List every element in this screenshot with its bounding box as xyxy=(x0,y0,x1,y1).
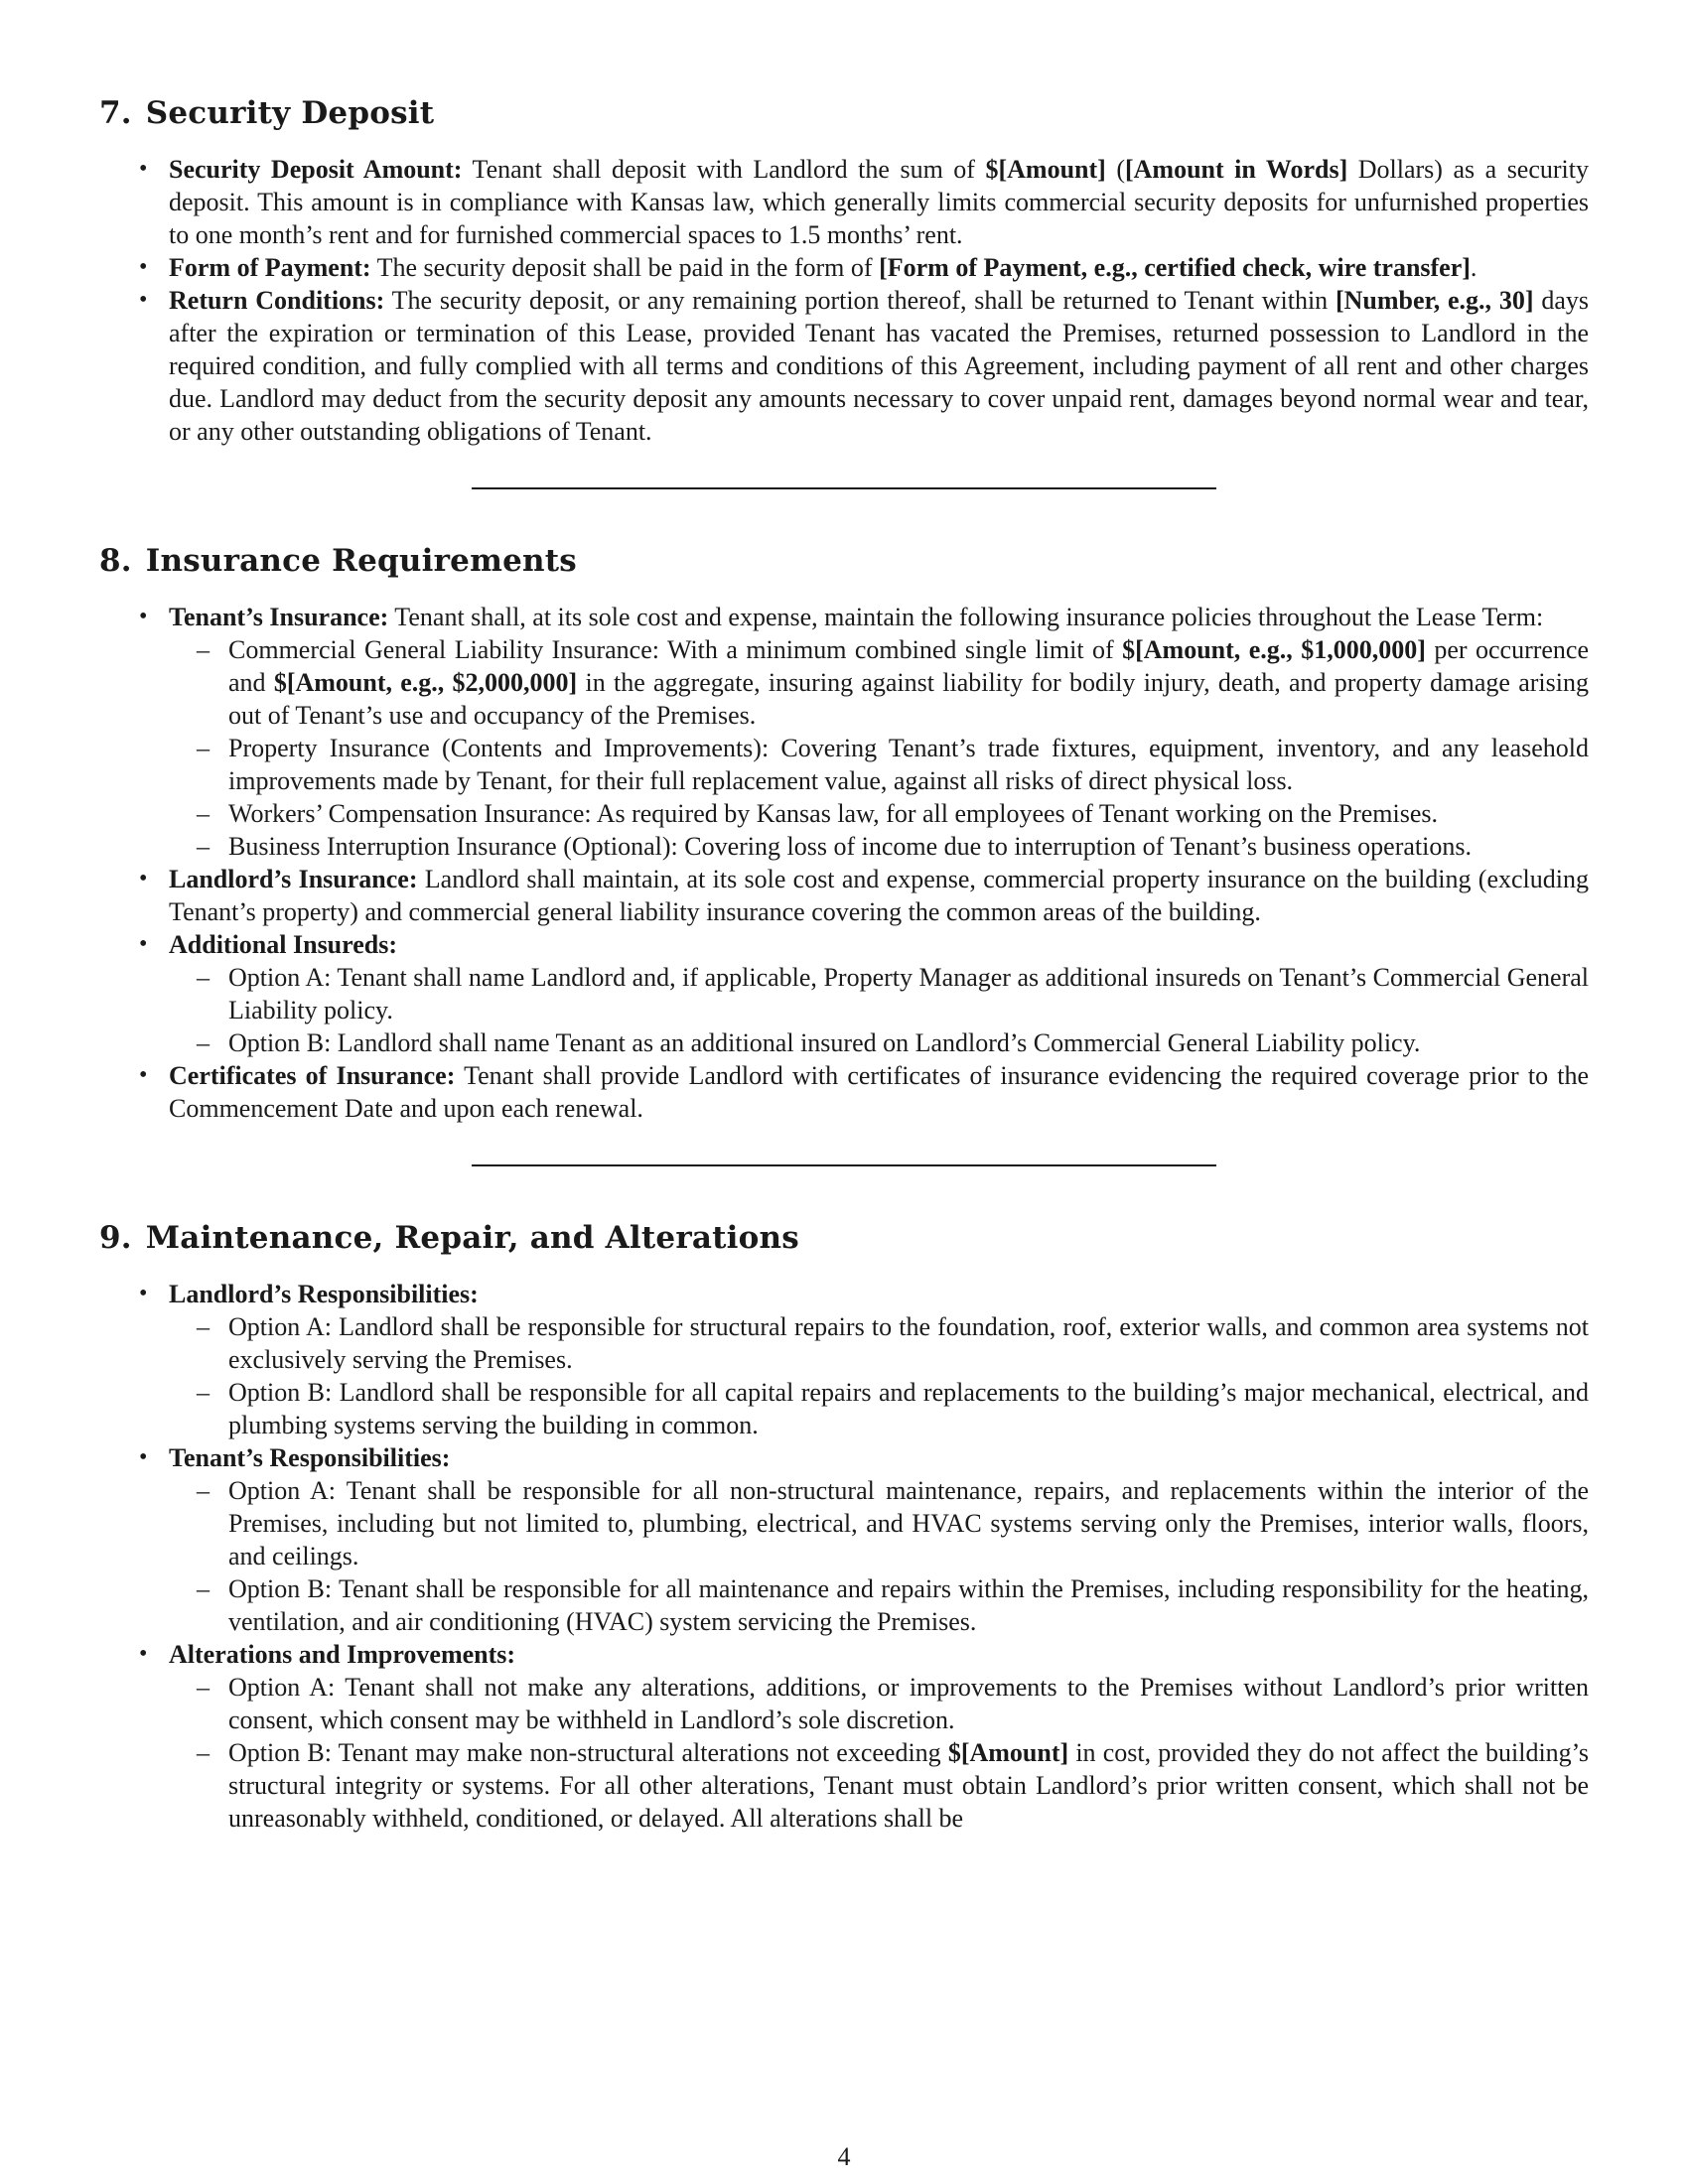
item-text: Tenant shall deposit with Landlord the sum of xyxy=(462,155,986,184)
item-text: Commercial General Liability Insurance: With a minimum combined single limit of xyxy=(228,635,1123,664)
section-number: 8. xyxy=(99,543,132,579)
section-heading xyxy=(99,1216,1589,1260)
sub-list-item xyxy=(169,797,1589,830)
item-text: Business Interruption Insurance (Optional): Covering loss of income due to interruption of Tenant’s business operations. xyxy=(228,832,1472,861)
list-item xyxy=(99,251,1589,284)
placeholder-field: $[Amount, e.g., $1,000,000] xyxy=(1122,635,1426,664)
item-label: Form of Payment: xyxy=(169,253,371,282)
item-label: Tenant’s Insurance: xyxy=(169,603,389,631)
item-text: Option B: Landlord shall be responsible for all capital repairs and replacements to the building’s major mechanical, electrical, and plumbing systems serving the building in common. xyxy=(228,1378,1589,1439)
placeholder-field: $[Amount] xyxy=(947,1738,1069,1767)
placeholder-field: $[Amount] xyxy=(985,155,1106,184)
item-text: Dollars) as a security deposit. This amount is in compliance with Kansas law, which generally limits commercial security deposits for unfurnished properties to one month’s rent and for furnished commercial spaces to 1.5 months’ rent. xyxy=(169,155,1589,249)
item-text: . xyxy=(1470,253,1477,282)
sub-list-item xyxy=(169,830,1589,863)
item-text: The security deposit, or any remaining portion thereof, shall be returned to Tenant within xyxy=(384,286,1336,315)
item-text: Option A: Tenant shall not make any alterations, additions, or improvements to the Premises without Landlord’s prior written consent, which consent may be withheld in Landlord’s sole discretion. xyxy=(228,1673,1589,1734)
sub-list-item xyxy=(169,1376,1589,1441)
item-text: Option B: Tenant shall be responsible for all maintenance and repairs within the Premises, including responsibility for the heating, ventilation, and air conditioning (HVAC) system servicing the Premises. xyxy=(228,1574,1589,1636)
list-item xyxy=(99,1638,1589,1835)
list-item xyxy=(99,928,1589,1059)
section-title: Maintenance, Repair, and Alterations xyxy=(145,1220,799,1256)
placeholder-field: [Form of Payment, e.g., certified check, wire transfer] xyxy=(879,253,1471,282)
section-maintenance-repair-alterations xyxy=(99,1216,1589,1835)
sub-list-item xyxy=(169,1572,1589,1638)
sub-list-item xyxy=(169,633,1589,732)
item-label: Alterations and Improvements: xyxy=(169,1640,516,1669)
item-label: Tenant’s Responsibilities: xyxy=(169,1443,451,1472)
section-title: Security Deposit xyxy=(145,95,435,131)
item-text: Option B: Landlord shall name Tenant as an additional insured on Landlord’s Commercial General Liability policy. xyxy=(228,1028,1421,1057)
section-heading xyxy=(99,539,1589,583)
item-label: Landlord’s Insurance: xyxy=(169,865,418,893)
sub-list-item xyxy=(169,1671,1589,1736)
section-insurance-requirements xyxy=(99,539,1589,1125)
section-number: 9. xyxy=(99,1220,132,1256)
list-item xyxy=(99,863,1589,928)
page-content xyxy=(99,91,1589,1835)
item-label: Landlord’s Responsibilities: xyxy=(169,1280,479,1308)
item-text: Option B: Tenant may make non-structural alterations not exceeding xyxy=(228,1738,948,1767)
item-text: Option A: Tenant shall name Landlord and, if applicable, Property Manager as additional insureds on Tenant’s Commercial General Liability policy. xyxy=(228,963,1589,1024)
sub-list xyxy=(169,961,1589,1059)
item-text: Tenant shall, at its sole cost and expense, maintain the following insurance policies throughout the Lease Term: xyxy=(388,603,1544,631)
sub-list-item xyxy=(169,1026,1589,1059)
item-text: The security deposit shall be paid in the form of xyxy=(370,253,880,282)
item-text: Option A: Landlord shall be responsible for structural repairs to the foundation, roof, exterior walls, and common area systems not exclusively serving the Premises. xyxy=(228,1312,1589,1374)
list-item xyxy=(99,1059,1589,1125)
page-number: 4 xyxy=(837,2142,851,2171)
section-divider xyxy=(472,1164,1216,1166)
list-item xyxy=(99,1278,1589,1441)
bullet-list xyxy=(99,601,1589,1125)
item-label: Certificates of Insurance: xyxy=(169,1061,456,1090)
sub-list xyxy=(169,633,1589,863)
item-label: Additional Insureds: xyxy=(169,930,397,959)
section-title: Insurance Requirements xyxy=(145,543,577,579)
item-text: in the aggregate, insuring against liability for bodily injury, death, and property damage arising out of Tenant’s use and occupancy of the Premises. xyxy=(228,668,1589,730)
item-text: per occurrence and xyxy=(228,635,1590,697)
item-text: Property Insurance (Contents and Improvements): Covering Tenant’s trade fixtures, equipment, inventory, and any leasehold improvements made by Tenant, for their full replacement value, against all risks of direct physical loss. xyxy=(228,734,1589,795)
list-item xyxy=(99,601,1589,863)
sub-list-item xyxy=(169,732,1589,797)
item-label: Return Conditions: xyxy=(169,286,385,315)
bullet-list xyxy=(99,153,1589,448)
placeholder-field: [Amount in Words] xyxy=(1125,155,1348,184)
sub-list-item xyxy=(169,1474,1589,1572)
section-security-deposit xyxy=(99,91,1589,448)
list-item xyxy=(99,1441,1589,1638)
item-text: Tenant shall provide Landlord with certificates of insurance evidencing the required coverage prior to the Commencement Date and upon each renewal. xyxy=(169,1061,1589,1123)
item-text: ( xyxy=(1105,155,1125,184)
sub-list-item xyxy=(169,961,1589,1026)
bullet-list xyxy=(99,1278,1589,1835)
section-number: 7. xyxy=(99,95,132,131)
list-item xyxy=(99,284,1589,448)
section-divider xyxy=(472,487,1216,489)
placeholder-field: [Number, e.g., 30] xyxy=(1336,286,1534,315)
sub-list xyxy=(169,1671,1589,1835)
item-text: in cost, provided they do not affect the building’s structural integrity or systems. For all other alterations, Tenant must obtain Landlord’s prior written consent, which shall not be unreasonably withheld, conditioned, or delayed. All alterations shall be xyxy=(228,1738,1590,1833)
item-text: Landlord shall maintain, at its sole cost and expense, commercial property insurance on the building (excluding Tenant’s property) and commercial general liability insurance covering the common areas of the building. xyxy=(169,865,1589,926)
item-text: Workers’ Compensation Insurance: As required by Kansas law, for all employees of Tenant working on the Premises. xyxy=(228,799,1439,828)
item-text: Option A: Tenant shall be responsible for all non-structural maintenance, repairs, and replacements within the interior of the Premises, including but not limited to, plumbing, electrical, and HVAC systems serving only the Premises, interior walls, floors, and ceilings. xyxy=(228,1476,1589,1570)
placeholder-field: $[Amount, e.g., $2,000,000] xyxy=(273,668,578,697)
list-item xyxy=(99,153,1589,251)
sub-list xyxy=(169,1474,1589,1638)
item-label: Security Deposit Amount: xyxy=(169,155,463,184)
section-heading xyxy=(99,91,1589,135)
sub-list-item xyxy=(169,1310,1589,1376)
sub-list xyxy=(169,1310,1589,1441)
item-text: days after the expiration or termination of this Lease, provided Tenant has vacated the Premises, returned possession to Landlord in the required condition, and fully complied with all terms and conditions of this Agreement, including payment of all rent and other charges due. Landlord may deduct from the security deposit any amounts necessary to cover unpaid rent, damages beyond normal wear and tear, or any other outstanding obligations of Tenant. xyxy=(169,286,1590,446)
sub-list-item xyxy=(169,1736,1589,1835)
